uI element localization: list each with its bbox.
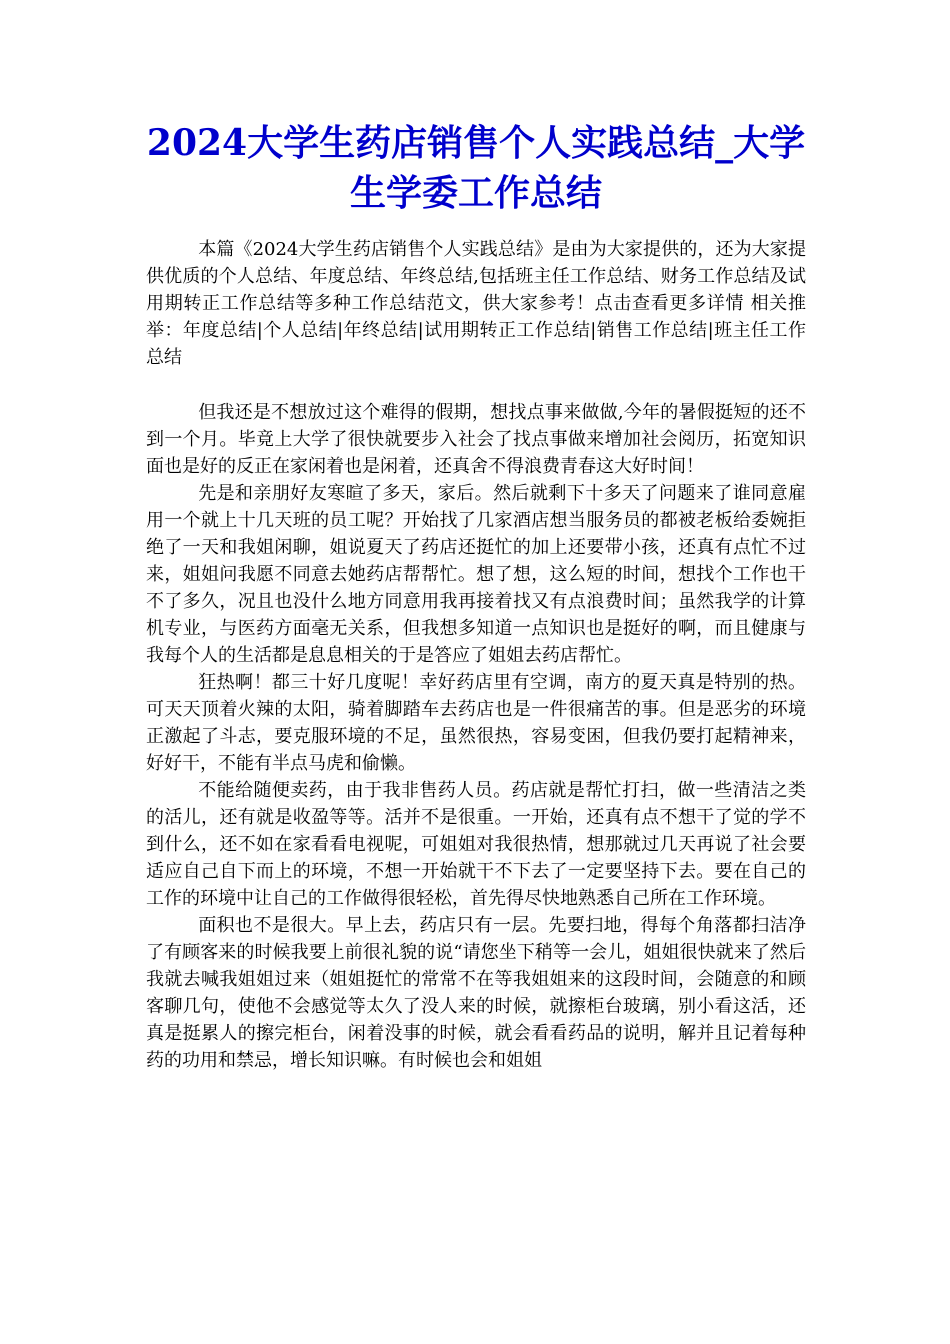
document-page: [146, 118, 806, 1074]
body-paragraph: 先是和亲朋好友寒暄了多天，家后。然后就剩下十多天了问题来了谁同意雇用一个就上十几天班的员工呢？开始找了几家酒店想当服务员的都被老板给委婉拒绝了一天和我姐闲聊，姐说夏天了药店还挺忙的加上还要带小孩，还真有点忙不过来，姐姐问我愿不同意去她药店帮帮忙。想了想，这么短的时间，想找个工作也干不了多久，况且也没什么地方同意用我再接着找又有点浪费时间；虽然我学的计算机专业，与医药方面毫无关系，但我想多知道一点知识也是挺好的啊，而且健康与我每个人的生活都是息息相关的于是答应了姐姐去药店帮忙。: [146, 483, 806, 666]
body-text: [146, 399, 806, 1074]
body-paragraph: 不能给随便卖药，由于我非售药人员。药店就是帮忙打扫，做一些清洁之类的活儿，还有就是收盈等等。活并不是很重。一开始，还真有点不想干了觉的学不到什么，还不如在家看看电视呢，可姐姐对我很热情，想那就过几天再说了社会要适应自己自下而上的环境，不想一开始就干不下去了一定要坚持下去。要在自己的工作的环境中让自己的工作做得很轻松，首先得尽快地熟悉自己所在工作环境。: [146, 780, 806, 909]
document-title: 2024大学生药店销售个人实践总结_大学生学委工作总结: [146, 122, 806, 214]
body-paragraph: 狂热啊！都三十好几度呢！幸好药店里有空调，南方的夏天真是特别的热。可天天顶着火辣的太阳，骑着脚踏车去药店也是一件很痛苦的事。但是恶劣的环境正激起了斗志，要克服环境的不足，虽然很热，容易变困，但我仍要打起精神来，好好干，不能有半点马虎和偷懒。: [146, 672, 806, 774]
body-paragraph: 但我还是不想放过这个难得的假期，想找点事来做做,今年的暑假挺短的还不到一个月。毕竟上大学了很快就要步入社会了找点事做来增加社会阅历，拓宽知识面也是好的反正在家闲着也是闲着，还真舍不得浪费青春这大好时间！: [146, 402, 806, 477]
body-paragraph: 面积也不是很大。早上去，药店只有一层。先要扫地，得每个角落都扫洁净了有顾客来的时候我要上前很礼貌的说“请您坐下稍等一会儿，姐姐很快就来了然后我就去喊我姐姐过来（姐姐挺忙的常常不在等我姐姐来的这段时间，会随意的和顾客聊几句，使他不会感觉等太久了没人来的时候，就擦柜台玻璃，别小看这活，还真是挺累人的擦完柜台，闲着没事的时候，就会看看药品的说明，解并且记着每种药的功用和禁忌，增长知识嘛。有时候也会和姐姐: [146, 915, 806, 1071]
intro-paragraph: 本篇《2024大学生药店销售个人实践总结》是由为大家提供的，还为大家提供优质的个人总结、年度总结、年终总结,包括班主任工作总结、财务工作总结及试用期转正工作总结等多种工作总结范文，供大家参考！点击查看更多详情 相关推举：年度总结|个人总结|年终总结|试用期转正工作总结|销售工作总结|班主任工作总结: [146, 239, 806, 368]
